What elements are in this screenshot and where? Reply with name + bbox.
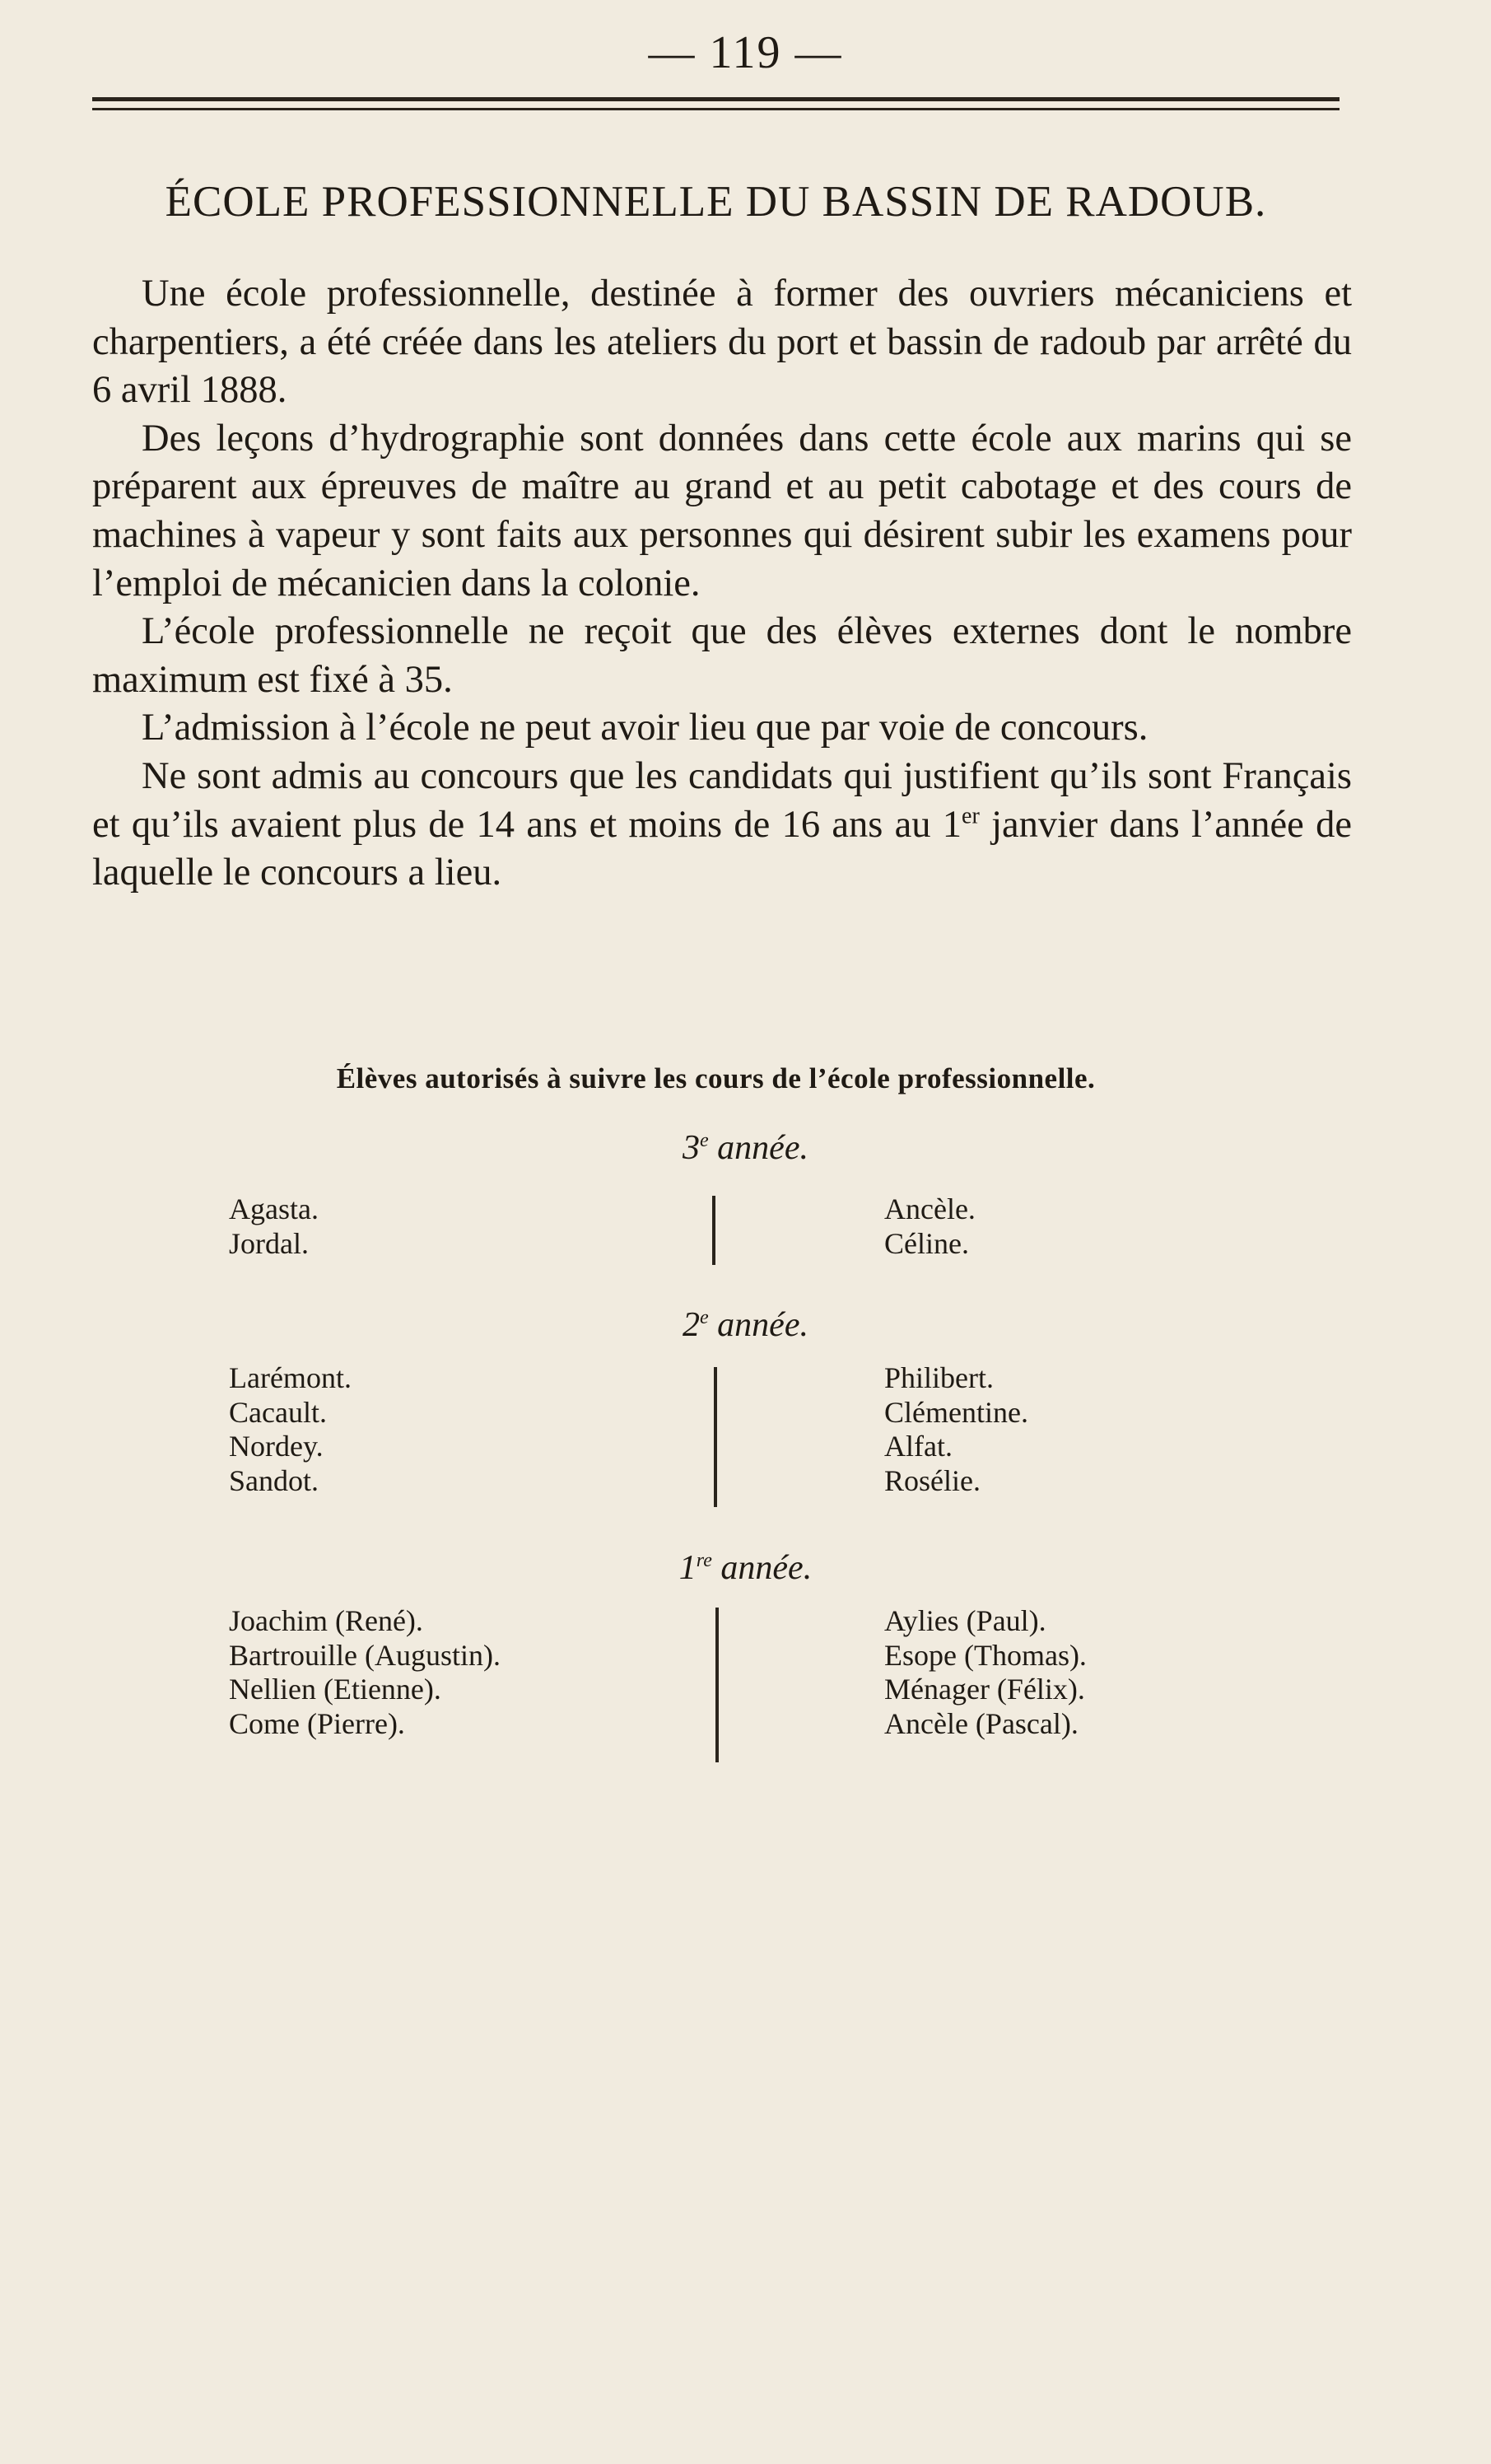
year-label: année.: [711, 1549, 813, 1587]
paragraph: L’admission à l’école ne peut avoir lieu que par voie de concours.: [142, 707, 1149, 749]
year-number: 2: [683, 1306, 701, 1344]
column-divider: [712, 1196, 715, 1265]
student-name: Larémont.: [229, 1361, 352, 1394]
year-second-right-list: [884, 1361, 1028, 1498]
student-name: Come (Pierre).: [229, 1706, 405, 1740]
paragraph: Une école professionnelle, destinée à former des ouvriers mécaniciens et charpentiers, a été créée dans les ateliers du port et bassin de radoub par arrêté du 6 avril 1888.: [92, 273, 1352, 412]
section-title: ÉCOLE PROFESSIONNELLE DU BASSIN DE RADOUB.: [165, 178, 1267, 226]
student-name: Clémentine.: [884, 1395, 1028, 1429]
year-superscript: re: [696, 1550, 712, 1571]
student-name: Cacault.: [229, 1395, 327, 1429]
student-name: Ancèle.: [884, 1192, 976, 1225]
column-divider: [715, 1608, 719, 1762]
year-third-left-list: [229, 1192, 319, 1261]
year-superscript: e: [700, 1130, 709, 1151]
student-name: Nellien (Etienne).: [229, 1673, 441, 1706]
page-number: — 119 —: [648, 27, 843, 78]
paragraph-text: Ne sont admis au concours que les candidats qui justifient qu’ils sont Français et qu’ils avaient plus de 14 ans et moins de 16 ans au 1: [92, 754, 1352, 846]
paragraph: Des leçons d’hydrographie sont données dans cette école aux marins qui se préparent aux épreuves de maître au grand et au petit cabotage et des cours de machines à vapeur y sont faits aux personnes qui désirent subir les examens pour l’emploi de mécanicien dans la colonie.: [92, 417, 1352, 604]
year-first-left-list: [229, 1604, 501, 1741]
year-third-right-list: [884, 1192, 976, 1261]
student-name: Joachim (René).: [229, 1604, 423, 1637]
student-name: Céline.: [884, 1226, 969, 1260]
student-name: Esope (Thomas).: [884, 1638, 1087, 1672]
year-heading-third: [0, 1128, 1491, 1168]
student-name: Alfat.: [884, 1430, 953, 1463]
student-name: Philibert.: [884, 1361, 994, 1394]
column-divider: [714, 1367, 717, 1507]
year-first-right-list: [884, 1604, 1087, 1741]
year-second-left-list: [229, 1361, 352, 1498]
year-number: 3: [683, 1129, 701, 1167]
header-rule-thin: [92, 108, 1340, 110]
student-name: Ménager (Félix).: [884, 1673, 1085, 1706]
student-name: Nordey.: [229, 1430, 324, 1463]
paragraph: L’école professionnelle ne reçoit que des élèves externes dont le nombre maximum est fixé à 35.: [92, 610, 1352, 701]
year-label: année.: [708, 1306, 808, 1344]
ordinal-superscript: er: [962, 803, 980, 829]
paragraph-admission-conditions: [92, 753, 1352, 898]
year-label: année.: [708, 1129, 808, 1167]
body-text: [92, 270, 1352, 898]
year-heading-first: [0, 1548, 1491, 1588]
student-name: Bartrouille (Augustin).: [229, 1638, 501, 1672]
year-superscript: e: [700, 1307, 709, 1328]
year-heading-second: [0, 1305, 1491, 1345]
year-number: 1: [678, 1549, 697, 1587]
student-name: Jordal.: [229, 1226, 309, 1260]
paragraph-text: janvier dans l’année de laquelle le concours a lieu.: [92, 803, 1352, 894]
header-rule-thick: [92, 97, 1340, 101]
students-heading: Élèves autorisés à suivre les cours de l’école professionnelle.: [336, 1062, 1096, 1094]
student-name: Sandot.: [229, 1463, 319, 1497]
student-name: Rosélie.: [884, 1463, 981, 1497]
student-name: Ancèle (Pascal).: [884, 1706, 1079, 1740]
student-name: Agasta.: [229, 1192, 319, 1225]
student-name: Aylies (Paul).: [884, 1604, 1046, 1637]
